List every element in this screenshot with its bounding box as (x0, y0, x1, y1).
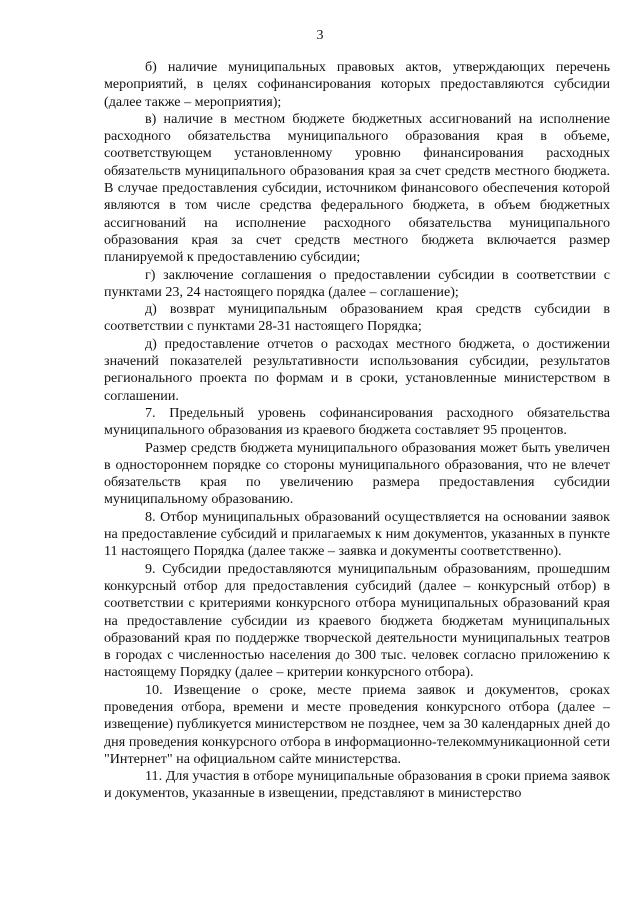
paragraph-item-11: 11. Для участия в отборе муниципальные образования в сроки приема заявок и документов, указанные в извещении, представляют в министерство (104, 768, 610, 802)
paragraph-subitem-b: б) наличие муниципальных правовых актов, утверждающих перечень мероприятий, в целях софинансирования которых предоставляются субсидии (далее также – мероприятия); (104, 59, 610, 110)
page-number: 3 (316, 28, 324, 43)
document-body (104, 59, 610, 803)
paragraph-subitem-d-return: д) возврат муниципальным образованием края средств субсидии в соответствии с пунктами 28-31 настоящего Порядка; (104, 301, 610, 335)
paragraph-subitem-g: г) заключение соглашения о предоставлении субсидии в соответствии с пунктами 23, 24 настоящего порядка (далее – соглашение); (104, 266, 610, 300)
paragraph-item-7: 7. Предельный уровень софинансирования расходного обязательства муниципального образования из краевого бюджета составляет 95 процентов. (104, 404, 610, 439)
paragraph-subitem-d-reports: д) предоставление отчетов о расходах местного бюджета, о достижении значений показателей результативности использования субсидии, результатов регионального проекта по формам и в сроки, установленные министерством в соглашении. (104, 335, 610, 404)
paragraph-subitem-v: в) наличие в местном бюджете бюджетных ассигнований на исполнение расходного обязательства муниципального образования края в объеме, соответствующем установленному уровню финансирования расходных обязательств муниципального образования края за счет средств местного бюджета. В случае предоставления субсидии, источником финансового обеспечения которой являются в том числе средства федерального бюджета, в объем бюджетных ассигнований на исполнение расходного обязательства муниципального образования края за счет средств местного бюджета включается размер планируемой к предоставлению субсидии; (104, 110, 610, 266)
paragraph-budget-increase: Размер средств бюджета муниципального образования может быть увеличен в одностороннем порядке со стороны муниципального образования, что не влечет обязательств края по увеличению размера предоставления субсидии муниципальному образованию. (104, 439, 610, 508)
paragraph-item-9: 9. Субсидии предоставляются муниципальным образованиям, прошедшим конкурсный отбор для предоставления субсидий (далее – конкурсный отбор) в соответствии с критериями конкурсного отбора муниципальных образований края на предоставление субсидии из краевого бюджета бюджетам муниципальных образований края по поддержке творческой деятельности муниципальных театров в городах с численностью населения до 300 тыс. человек согласно приложению к настоящему Порядку (далее – критерии конкурсного отбора). (104, 560, 610, 681)
paragraph-item-8: 8. Отбор муниципальных образований осуществляется на основании заявок на предоставление субсидий и прилагаемых к ним документов, указанных в пункте 11 настоящего Порядка (далее также – заявка и документы соответственно). (104, 508, 610, 560)
paragraph-item-10: 10. Извещение о сроке, месте приема заявок и документов, сроках проведения отбора, времени и месте проведения конкурсного отбора (далее – извещение) публикуется министерством не позднее, чем за 30 календарных дней до дня проведения конкурсного отбора в информационно-телекоммуникационной сети "Интернет" на официальном сайте министерства. (104, 681, 610, 767)
